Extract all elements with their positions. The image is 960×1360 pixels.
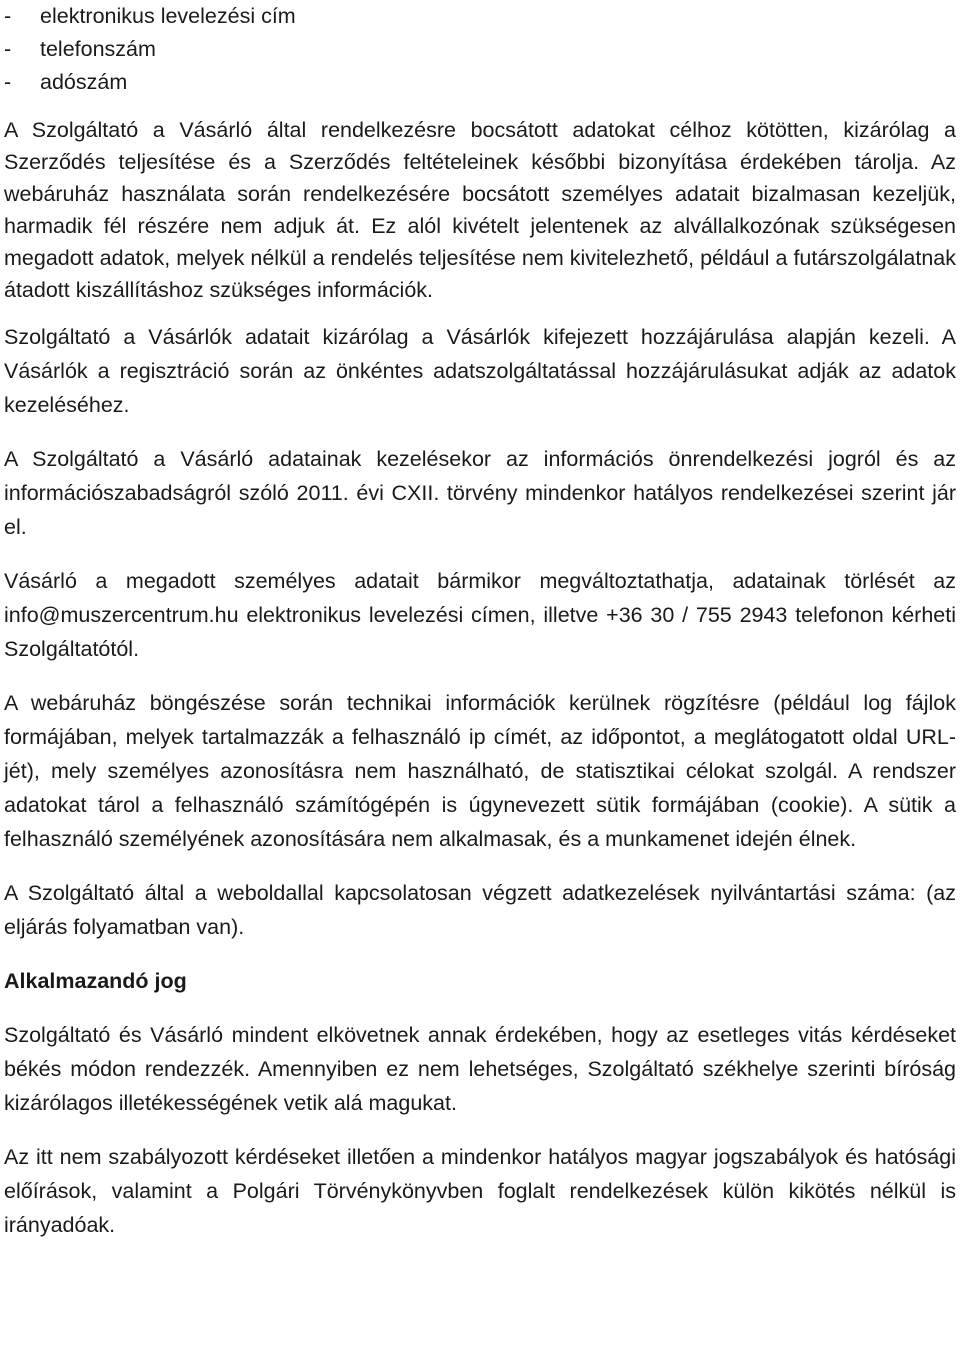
list-item-text: adószám bbox=[40, 70, 128, 94]
contact-data-list bbox=[4, 0, 956, 99]
list-item-text: telefonszám bbox=[40, 37, 156, 61]
paragraph-governing-law: Az itt nem szabályozott kérdéseket illetően a mindenkor hatályos magyar jogszabályok és hatósági előírások, valamint a Polgári Törvénykönyvben foglalt rendelkezések külön kikötés nélkül is irányadóak. bbox=[4, 1145, 956, 1237]
list-dash: - bbox=[4, 4, 12, 28]
list-item-text: elektronikus levelezési cím bbox=[40, 4, 296, 28]
paragraph-dispute-resolution: Szolgáltató és Vásárló mindent elkövetnek annak érdekében, hogy az esetleges vitás kérdéseket békés módon rendezzék. Amennyiben ez nem lehetséges, Szolgáltató székhelye szerinti bíróság kizárólagos illetékességének vetik alá magukat. bbox=[4, 1023, 956, 1115]
paragraph-registry-number: A Szolgáltató által a weboldallal kapcsolatosan végzett adatkezelések nyilvántartási száma: (az eljárás folyamatban van). bbox=[4, 881, 956, 939]
list-dash: - bbox=[4, 37, 12, 61]
paragraph-data-modification: Vásárló a megadott személyes adatait bármikor megváltoztathatja, adatainak törlését az info@muszercentrum.hu elektronikus levelezési címen, illetve +36 30 / 755 2943 telefonon kérheti Szolgáltatótól. bbox=[4, 569, 956, 661]
list-item-tax-number bbox=[4, 66, 956, 99]
document-page bbox=[4, 0, 956, 1242]
list-dash: - bbox=[4, 70, 12, 94]
list-item-phone bbox=[4, 33, 956, 66]
paragraph-cookies: A webáruház böngészése során technikai információk kerülnek rögzítésre (például log fájlok formájában, melyek tartalmazzák a felhasználó ip címét, az időpontot, a meglátogatott oldal URL-jét), mely személyes azonosításra nem használható, de statisztikai célokat szolgál. A rendszer adatokat tárol a felhasználó számítógépén is úgynevezett sütik formájában (cookie). A sütik a felhasználó személyének azonosítására nem alkalmasak, és a munkamenet idején élnek. bbox=[4, 691, 956, 851]
list-item-email bbox=[4, 0, 956, 33]
section-heading-applicable-law: Alkalmazandó jog bbox=[4, 969, 187, 993]
paragraph-consent: Szolgáltató a Vásárlók adatait kizárólag a Vásárlók kifejezett hozzájárulása alapján kezeli. A Vásárlók a regisztráció során az önkéntes adatszolgáltatással hozzájárulásukat adják az adatok kezeléséhez. bbox=[4, 325, 956, 417]
paragraph-data-storage: A Szolgáltató a Vásárló által rendelkezésre bocsátott adatokat célhoz kötötten, kizárólag a Szerződés teljesítése és a Szerződés feltételeinek későbbi bizonyítása érdekében tárolja. Az webáruház használata során rendelkezésére bocsátott személyes adatait bizalmasan kezeljük, harmadik fél részére nem adjuk át. Ez alól kivételt jelentenek az alvállalkozónak szükségesen megadott adatok, melyek nélkül a rendelés teljesítése nem kivitelezhető, például a futárszolgálatnak átadott kiszállításhoz szükséges információk. bbox=[4, 118, 956, 302]
paragraph-legal-basis: A Szolgáltató a Vásárló adatainak kezelésekor az információs önrendelkezési jogról és az információszabadságról szóló 2011. évi CXII. törvény mindenkor hatályos rendelkezései szerint jár el. bbox=[4, 447, 956, 539]
